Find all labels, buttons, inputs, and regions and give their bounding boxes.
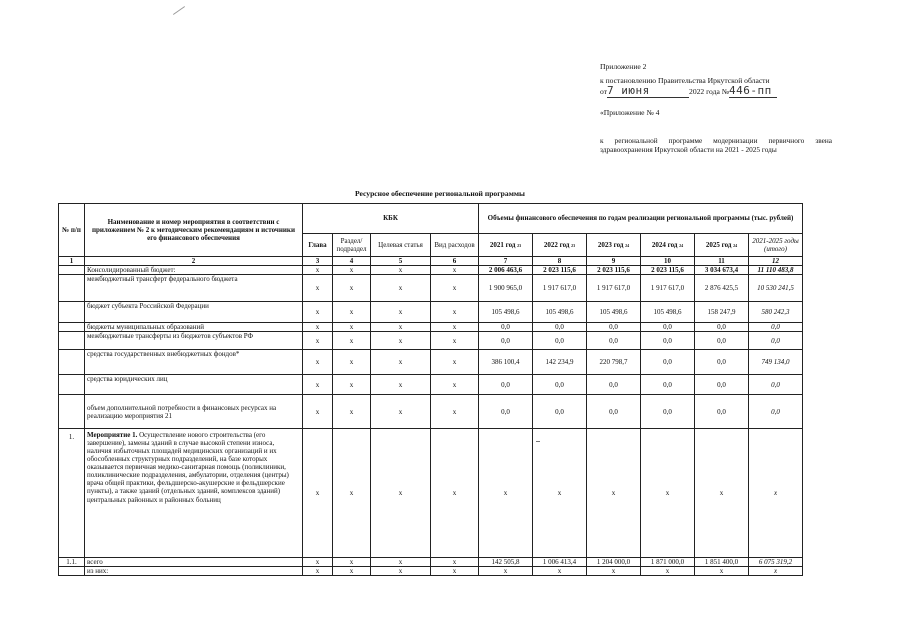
table-row: межбюджетный трансферт федерального бюджета х х х х 1 900 965,0 1 917 617,0 1 917 617,0 1 917 617,0 2 876 425,5 10 530 241,5 bbox=[59, 275, 803, 302]
appendix4-label: «Приложение № 4 bbox=[600, 108, 660, 117]
table-row: средства государственных внебюджетных фондов* х х х х 386 100,4 142 234,9 220 798,7 0,0 0,0 749 134,0 bbox=[59, 350, 803, 375]
appendix-label: Приложение 2 bbox=[600, 62, 647, 71]
table-row: средства юридических лиц х х х х 0,0 0,0 0,0 0,0 0,0 0,0 bbox=[59, 375, 803, 395]
table-row: 1.1. всего х х х х 142 505,8 1 006 413,4 1 204 000,0 1 871 000,0 1 851 400,0 6 075 319,2 bbox=[59, 558, 803, 567]
year-2022: 2022 год 23 bbox=[533, 234, 587, 257]
table-row: бюджеты муниципальных образований х х х х 0,0 0,0 0,0 0,0 0,0 0,0 bbox=[59, 323, 803, 332]
table-row: межбюджетные трансферты из бюджетов субъектов РФ х х х х 0,0 0,0 0,0 0,0 0,0 0,0 bbox=[59, 332, 803, 350]
col-header-volumes: Объемы финансового обеспечения по годам реализации региональной программы (тыс. рублей) bbox=[479, 204, 803, 234]
year-2025: 2025 год 24 bbox=[695, 234, 749, 257]
col-header-name: Наименование и номер мероприятия в соответствии с приложением № 2 к методическим рекомендациям и источники его финансового обеспечения bbox=[85, 204, 303, 257]
handwritten-number: 446-пп bbox=[728, 84, 772, 97]
kbk-razdel: Раздел/ подраздел bbox=[333, 234, 371, 257]
kbk-glava: Глава bbox=[303, 234, 333, 257]
table-row: из них: х х х х х х х х х х bbox=[59, 567, 803, 576]
program-reference: к региональной программе модернизации первичного звена здравоохранения Иркутской области на 2021 - 2025 годы bbox=[600, 136, 832, 155]
column-number-row: 1 2 3 4 5 6 7 8 9 10 11 12 bbox=[59, 257, 803, 266]
resolution-date-line bbox=[600, 84, 777, 98]
table-row: Консолидированный бюджет: х х х х 2 006 463,6 2 023 115,6 2 023 115,6 2 023 115,6 3 034 673,4 11 110 483,8 bbox=[59, 266, 803, 275]
resolution-label: к постановлению Правительства Иркутской области bbox=[600, 76, 770, 85]
year-total: 2021-2025 годы (итого) bbox=[749, 234, 803, 257]
scan-dash-mark bbox=[536, 441, 540, 442]
kbk-target: Целевая статья bbox=[371, 234, 431, 257]
table-header-row bbox=[59, 204, 803, 234]
kbk-vid: Вид расходов bbox=[431, 234, 479, 257]
year-2021: 2021 год 23 bbox=[479, 234, 533, 257]
table-row-measure-1: 1. Мероприятие 1. Осуществление нового строительства (его завершение), замены зданий в случае высокой степени износа, наличия избыточных площадей медицинских организаций и их обособленных структурных подразделений, на базе которых оказывается первичная медико-санитарная помощь (поликлиники, поликлинические подразделения, амбулатории, отделения (центры) врача общей практики, фельдшерско-акушерские и фельдшерские пункты), а также зданий (отдельных зданий, комплексов зданий) центральных районных и районных больниц х х х х х х х х х х bbox=[59, 429, 803, 558]
document-title: Ресурсное обеспечение региональной программы bbox=[355, 189, 525, 198]
scan-mark bbox=[173, 6, 185, 15]
table-row: объем дополнительной потребности в финансовых ресурсах на реализацию мероприятия 21 х х х х 0,0 0,0 0,0 0,0 0,0 0,0 bbox=[59, 395, 803, 429]
resource-table bbox=[58, 203, 803, 576]
year-2024: 2024 год 24 bbox=[641, 234, 695, 257]
col-header-num: № п/п bbox=[59, 204, 85, 257]
from-prefix: от bbox=[600, 87, 608, 96]
year-2023: 2023 год 24 bbox=[587, 234, 641, 257]
year-text: 2022 года № bbox=[689, 87, 729, 96]
col-header-kbk: КБК bbox=[303, 204, 479, 234]
table-row: бюджет субъекта Российской Федерации х х х х 105 498,6 105 498,6 105 498,6 105 498,6 158 247,9 580 242,3 bbox=[59, 302, 803, 323]
handwritten-date: 7 июня bbox=[607, 84, 650, 97]
